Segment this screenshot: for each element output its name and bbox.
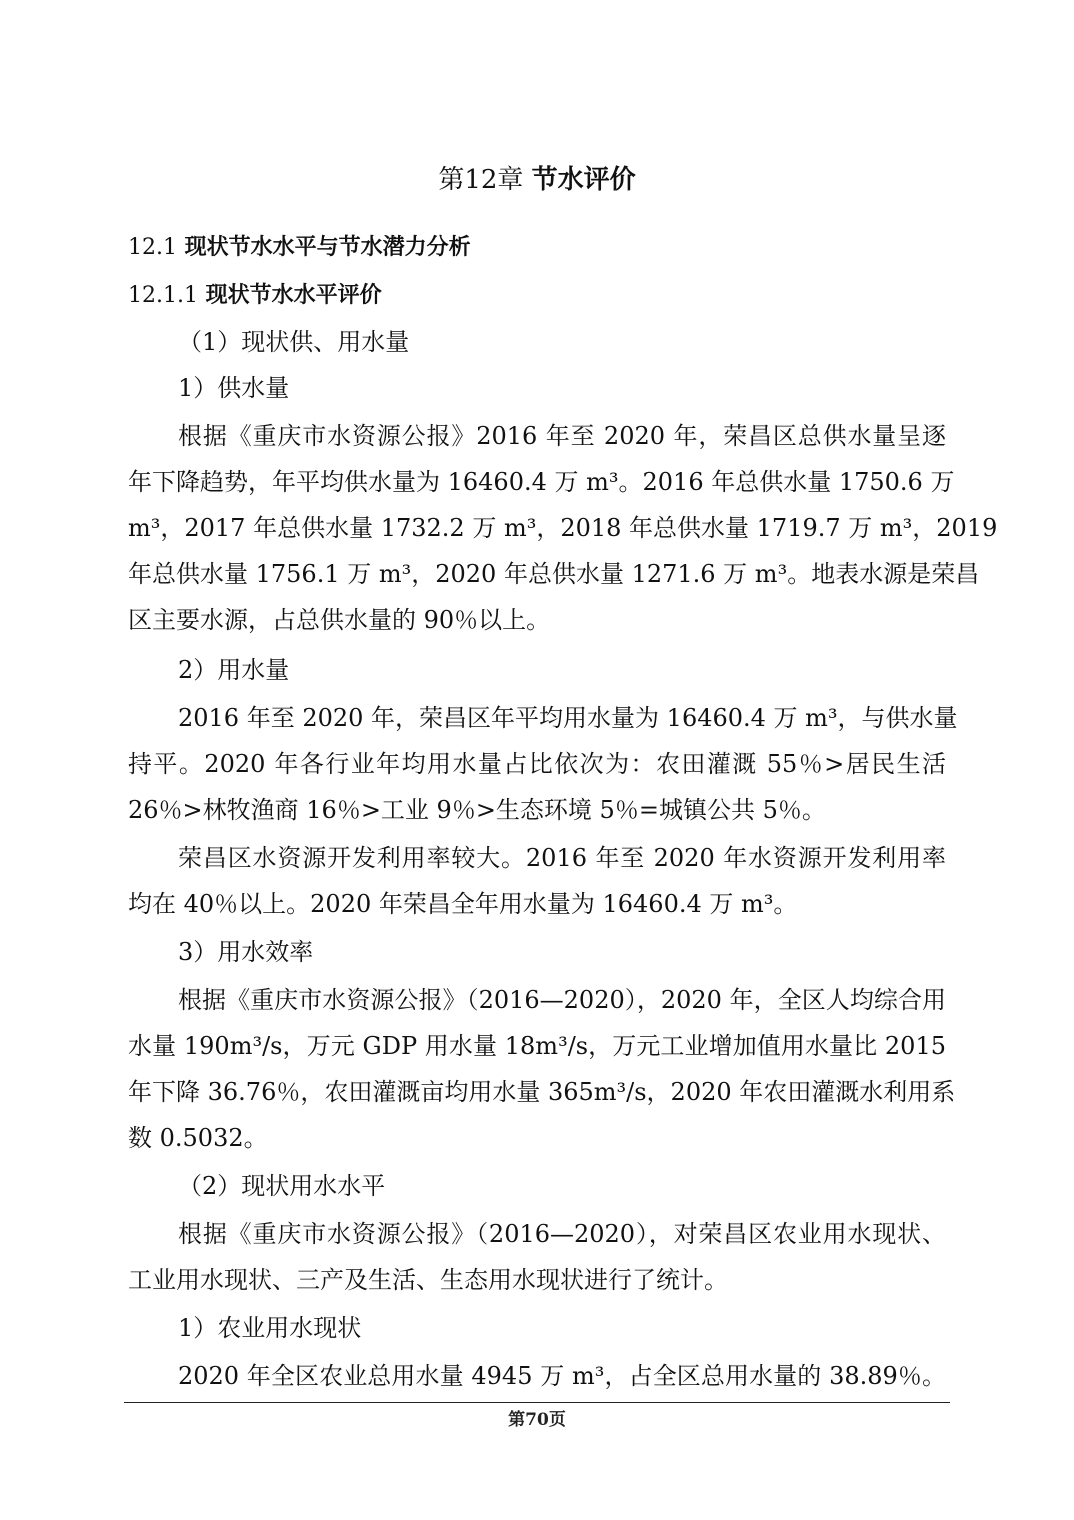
section-heading-12-1 bbox=[128, 230, 471, 265]
paragraph-line: m³，2017 年总供水量 1732.2 万 m³，2018 年总供水量 1719.7 万 m³，2019 bbox=[128, 514, 998, 542]
paragraph-line: 荣昌区水资源开发利用率较大。2016 年至 2020 年水资源开发利用率 bbox=[178, 844, 946, 872]
paragraph-line: 年总供水量 1756.1 万 m³，2020 年总供水量 1271.6 万 m³。地表水源是荣昌 bbox=[128, 560, 980, 588]
paragraph-line: 数 0.5032。 bbox=[128, 1124, 268, 1152]
subheading-water-supply: 1）供水量 bbox=[178, 374, 290, 402]
subheading-current-supply-use: （1）现状供、用水量 bbox=[178, 328, 410, 356]
paragraph-line: 根据《重庆市水资源公报》2016 年至 2020 年，荣昌区总供水量呈逐 bbox=[178, 422, 946, 450]
paragraph-line: 水量 190m³/s，万元 GDP 用水量 18m³/s，万元工业增加值用水量比 2015 bbox=[128, 1032, 946, 1060]
paragraph-line: 2016 年至 2020 年，荣昌区年平均用水量为 16460.4 万 m³，与供水量 bbox=[178, 704, 958, 732]
section-heading-12-1-1 bbox=[128, 278, 382, 313]
paragraph-line: 均在 40％以上。2020 年荣昌全年用水量为 16460.4 万 m³。 bbox=[128, 890, 798, 918]
subheading-current-use-level: （2）现状用水水平 bbox=[178, 1172, 386, 1200]
section-title: 现状节水水平评价 bbox=[205, 282, 382, 308]
paragraph-line: 区主要水源，占总供水量的 90％以上。 bbox=[128, 606, 551, 634]
paragraph-line: 根据《重庆市水资源公报》（2016—2020），2020 年，全区人均综合用 bbox=[178, 986, 946, 1014]
paragraph-line: 年下降趋势，年平均供水量为 16460.4 万 m³。2016 年总供水量 1750.6 万 bbox=[128, 468, 955, 496]
page-number: 第70页 bbox=[508, 1410, 566, 1430]
chapter-name: 节水评价 bbox=[531, 165, 636, 195]
section-title: 现状节水水平与节水潜力分析 bbox=[184, 234, 471, 260]
section-number: 12.1 bbox=[128, 235, 177, 260]
paragraph-line: 持平。2020 年各行业年均用水量占比依次为：农田灌溉 55％>居民生活 bbox=[128, 750, 946, 778]
paragraph-line: 年下降 36.76％，农田灌溉亩均用水量 365m³/s，2020 年农田灌溉水利用系 bbox=[128, 1078, 956, 1106]
subheading-water-use: 2）用水量 bbox=[178, 656, 290, 684]
paragraph-line: 2020 年全区农业总用水量 4945 万 m³，占全区总用水量的 38.89％。 bbox=[178, 1362, 946, 1390]
section-number: 12.1.1 bbox=[128, 283, 198, 308]
subheading-water-efficiency: 3）用水效率 bbox=[178, 938, 314, 966]
paragraph-line: 根据《重庆市水资源公报》（2016—2020），对荣昌区农业用水现状、 bbox=[178, 1220, 946, 1248]
chapter-title bbox=[0, 160, 1074, 200]
subheading-agriculture-use: 1）农业用水现状 bbox=[178, 1314, 362, 1342]
paragraph-line: 工业用水现状、三产及生活、生态用水现状进行了统计。 bbox=[128, 1266, 728, 1294]
paragraph-line: 26％>林牧渔商 16％>工业 9％>生态环境 5％=城镇公共 5％。 bbox=[128, 796, 826, 824]
footer-divider bbox=[124, 1402, 950, 1403]
chapter-number: 第12章 bbox=[438, 165, 524, 195]
